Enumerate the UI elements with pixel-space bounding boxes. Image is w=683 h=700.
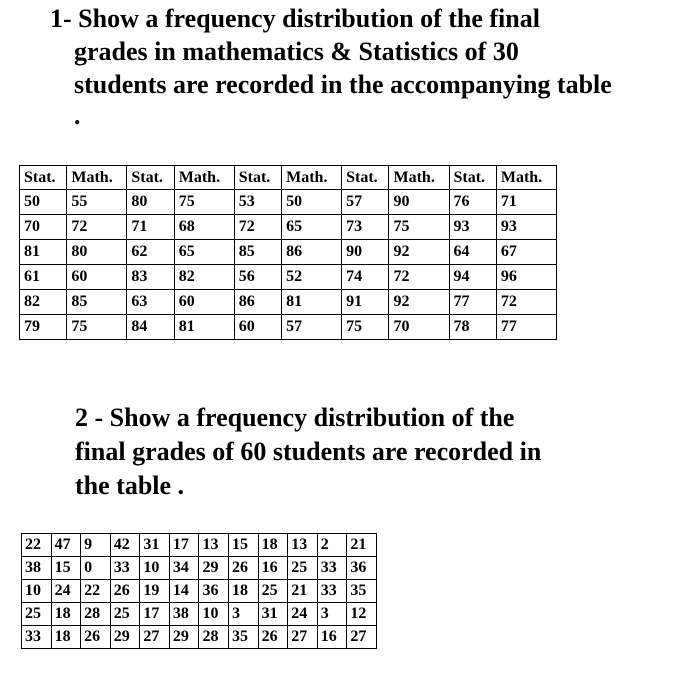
question-1-line-1: 1- Show a frequency distribution of the final [50, 4, 540, 33]
table-cell: 64 [449, 240, 496, 265]
table-cell: 12 [347, 603, 377, 626]
table-row [22, 603, 377, 626]
table-cell: 82 [20, 290, 67, 315]
table-cell: 22 [22, 534, 52, 557]
table-cell: 38 [22, 557, 52, 580]
table-cell: 34 [169, 557, 199, 580]
table-cell: 74 [342, 265, 389, 290]
table-cell: 29 [199, 557, 229, 580]
table-cell: 18 [51, 626, 81, 649]
table-cell: 55 [67, 190, 127, 215]
table-cell: 27 [140, 626, 170, 649]
table-cell: 13 [288, 534, 318, 557]
table-cell: 81 [282, 290, 342, 315]
table-cell: 73 [342, 215, 389, 240]
table-cell: 28 [199, 626, 229, 649]
table-cell: 60 [67, 265, 127, 290]
table-cell: 10 [140, 557, 170, 580]
table-cell: 31 [140, 534, 170, 557]
table-cell: 29 [169, 626, 199, 649]
question-1-line-2: grades in mathematics & Statistics of 30 [74, 37, 519, 66]
table-cell: 94 [449, 265, 496, 290]
table-cell: 26 [229, 557, 259, 580]
table-cell: 53 [234, 190, 281, 215]
table-cell: 91 [342, 290, 389, 315]
table-cell: 72 [67, 215, 127, 240]
table-cell: 62 [127, 240, 174, 265]
table-row [20, 315, 557, 340]
header-cell: Math. [67, 166, 127, 190]
table-cell: 93 [449, 215, 496, 240]
table-row [20, 290, 557, 315]
table-cell: 75 [389, 215, 449, 240]
table-cell: 28 [81, 603, 111, 626]
grades-table-2 [21, 533, 377, 649]
question-1-line-4: . [74, 101, 81, 130]
table-row [22, 626, 377, 649]
table-cell: 80 [67, 240, 127, 265]
table-header-row [20, 166, 557, 190]
table-cell: 50 [282, 190, 342, 215]
table-cell: 18 [51, 603, 81, 626]
table-cell: 72 [234, 215, 281, 240]
table-cell: 33 [317, 557, 347, 580]
table-cell: 93 [496, 215, 556, 240]
table-cell: 70 [389, 315, 449, 340]
question-2-line-1: 2 - Show a frequency distribution of the [75, 403, 515, 432]
table-row [22, 580, 377, 603]
table-cell: 17 [140, 603, 170, 626]
table-cell: 77 [496, 315, 556, 340]
table-cell: 25 [110, 603, 140, 626]
question-1 [50, 2, 675, 131]
question-2-line-3: the table . [75, 471, 185, 500]
question-2 [75, 401, 635, 503]
table-cell: 65 [174, 240, 234, 265]
header-cell: Stat. [342, 166, 389, 190]
table-cell: 78 [449, 315, 496, 340]
table-cell: 75 [67, 315, 127, 340]
header-cell: Math. [282, 166, 342, 190]
table-row [22, 557, 377, 580]
table-row [20, 190, 557, 215]
table-cell: 86 [282, 240, 342, 265]
table-cell: 50 [20, 190, 67, 215]
table-cell: 81 [174, 315, 234, 340]
table-cell: 76 [449, 190, 496, 215]
table-cell: 63 [127, 290, 174, 315]
table-cell: 14 [169, 580, 199, 603]
table-cell: 80 [127, 190, 174, 215]
table-cell: 38 [169, 603, 199, 626]
table-cell: 9 [81, 534, 111, 557]
table-cell: 3 [229, 603, 259, 626]
table-cell: 16 [258, 557, 288, 580]
table-cell: 65 [282, 215, 342, 240]
table-cell: 86 [234, 290, 281, 315]
table-cell: 71 [496, 190, 556, 215]
question-1-line-3: students are recorded in the accompanying table [74, 70, 612, 99]
table-cell: 67 [496, 240, 556, 265]
table-cell: 22 [81, 580, 111, 603]
table-row [20, 215, 557, 240]
table-cell: 90 [342, 240, 389, 265]
table-row [20, 265, 557, 290]
table-cell: 75 [342, 315, 389, 340]
table-cell: 25 [22, 603, 52, 626]
question-2-line-2: final grades of 60 students are recorded in [75, 437, 542, 466]
table-cell: 52 [282, 265, 342, 290]
table-cell: 2 [317, 534, 347, 557]
table-cell: 90 [389, 190, 449, 215]
header-cell: Stat. [234, 166, 281, 190]
table-cell: 92 [389, 240, 449, 265]
table-cell: 82 [174, 265, 234, 290]
table-cell: 36 [199, 580, 229, 603]
table-cell: 10 [199, 603, 229, 626]
table-row [20, 240, 557, 265]
table-cell: 31 [258, 603, 288, 626]
table-cell: 56 [234, 265, 281, 290]
table-cell: 33 [22, 626, 52, 649]
table-cell: 17 [169, 534, 199, 557]
table-cell: 19 [140, 580, 170, 603]
table-cell: 83 [127, 265, 174, 290]
table-cell: 16 [317, 626, 347, 649]
table-cell: 70 [20, 215, 67, 240]
table-cell: 47 [51, 534, 81, 557]
table-cell: 21 [288, 580, 318, 603]
grades-table-1 [19, 165, 557, 340]
table-cell: 36 [347, 557, 377, 580]
table-cell: 75 [174, 190, 234, 215]
table-cell: 61 [20, 265, 67, 290]
table-cell: 29 [110, 626, 140, 649]
table-cell: 24 [51, 580, 81, 603]
grades-table-1-body [20, 190, 557, 340]
table-row [22, 534, 377, 557]
table-cell: 10 [22, 580, 52, 603]
table-cell: 60 [234, 315, 281, 340]
header-cell: Math. [389, 166, 449, 190]
table-cell: 3 [317, 603, 347, 626]
table-cell: 25 [258, 580, 288, 603]
table-cell: 26 [81, 626, 111, 649]
table-cell: 18 [258, 534, 288, 557]
table-cell: 33 [317, 580, 347, 603]
table-cell: 35 [347, 580, 377, 603]
table-cell: 72 [496, 290, 556, 315]
table-cell: 57 [282, 315, 342, 340]
table-cell: 60 [174, 290, 234, 315]
table-cell: 25 [288, 557, 318, 580]
table-cell: 26 [110, 580, 140, 603]
header-cell: Stat. [449, 166, 496, 190]
header-cell: Math. [496, 166, 556, 190]
table-cell: 27 [288, 626, 318, 649]
header-cell: Math. [174, 166, 234, 190]
table-cell: 68 [174, 215, 234, 240]
table-cell: 85 [67, 290, 127, 315]
table-cell: 15 [51, 557, 81, 580]
header-cell: Stat. [127, 166, 174, 190]
table-cell: 18 [229, 580, 259, 603]
table-cell: 0 [81, 557, 111, 580]
table-cell: 33 [110, 557, 140, 580]
table-cell: 81 [20, 240, 67, 265]
header-cell: Stat. [20, 166, 67, 190]
table-cell: 85 [234, 240, 281, 265]
table-cell: 84 [127, 315, 174, 340]
grades-table-2-body [22, 534, 377, 649]
table-cell: 26 [258, 626, 288, 649]
table-cell: 96 [496, 265, 556, 290]
table-cell: 13 [199, 534, 229, 557]
table-cell: 15 [229, 534, 259, 557]
table-cell: 71 [127, 215, 174, 240]
table-cell: 72 [389, 265, 449, 290]
table-cell: 92 [389, 290, 449, 315]
table-cell: 42 [110, 534, 140, 557]
table-cell: 24 [288, 603, 318, 626]
table-cell: 79 [20, 315, 67, 340]
table-cell: 57 [342, 190, 389, 215]
table-cell: 21 [347, 534, 377, 557]
table-cell: 27 [347, 626, 377, 649]
table-cell: 35 [229, 626, 259, 649]
table-cell: 77 [449, 290, 496, 315]
